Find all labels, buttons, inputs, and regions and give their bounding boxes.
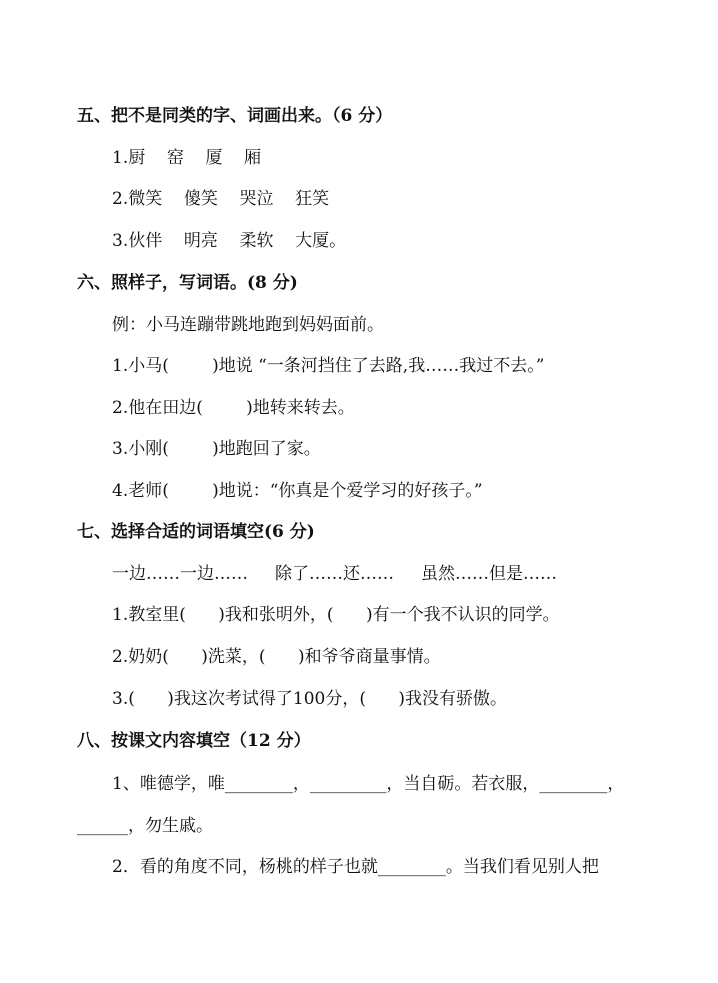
section-6-item-1: 1.小马( )地说 “一条河挡住了去路,我……我过不去。” <box>112 356 545 376</box>
section-6-example: 例：小马连蹦带跳地跑到妈妈面前。 <box>112 315 384 335</box>
section-7-item-1: 1.教室里( )我和张明外，( )有一个我不认识的同学。 <box>112 605 560 625</box>
section-7-options: 一边……一边…… 除了……还…… 虽然……但是…… <box>112 564 558 584</box>
section-7-title: 七、选择合适的词语填空(6 分) <box>77 522 315 542</box>
section-8-title: 八、按课文内容填空（12 分） <box>77 731 311 751</box>
section-8-item-1-line-1: 1、唯德学，唯________，_________，当自砺。若衣服，________， <box>112 774 625 794</box>
section-5-item-3: 3.伙伴 明亮 柔软 大厦。 <box>112 231 347 251</box>
section-6-item-4: 4.老师( )地说：“你真是个爱学习的好孩子。” <box>112 481 483 501</box>
section-6-title: 六、照样子，写词语。(8 分) <box>77 273 298 293</box>
section-5-item-1: 1.厨 窑 厦 厢 <box>112 148 262 168</box>
section-6-item-3: 3.小刚( )地跑回了家。 <box>112 439 321 459</box>
section-5-item-2: 2.微笑 傻笑 哭泣 狂笑 <box>112 189 330 209</box>
section-6-item-2: 2.他在田边( )地转来转去。 <box>112 398 355 418</box>
section-7-item-2: 2.奶奶( )洗菜，( )和爷爷商量事情。 <box>112 647 441 667</box>
section-7-item-3: 3.( )我这次考试得了100分，( )我没有骄傲。 <box>112 689 508 709</box>
section-8-item-2-line-1: 2．看的角度不同，杨桃的样子也就________。当我们看见别人把 <box>112 857 599 877</box>
section-8-item-1-line-2: ______，勿生戚。 <box>77 816 213 836</box>
section-5-title: 五、把不是同类的字、词画出来。（6 分） <box>77 106 393 126</box>
